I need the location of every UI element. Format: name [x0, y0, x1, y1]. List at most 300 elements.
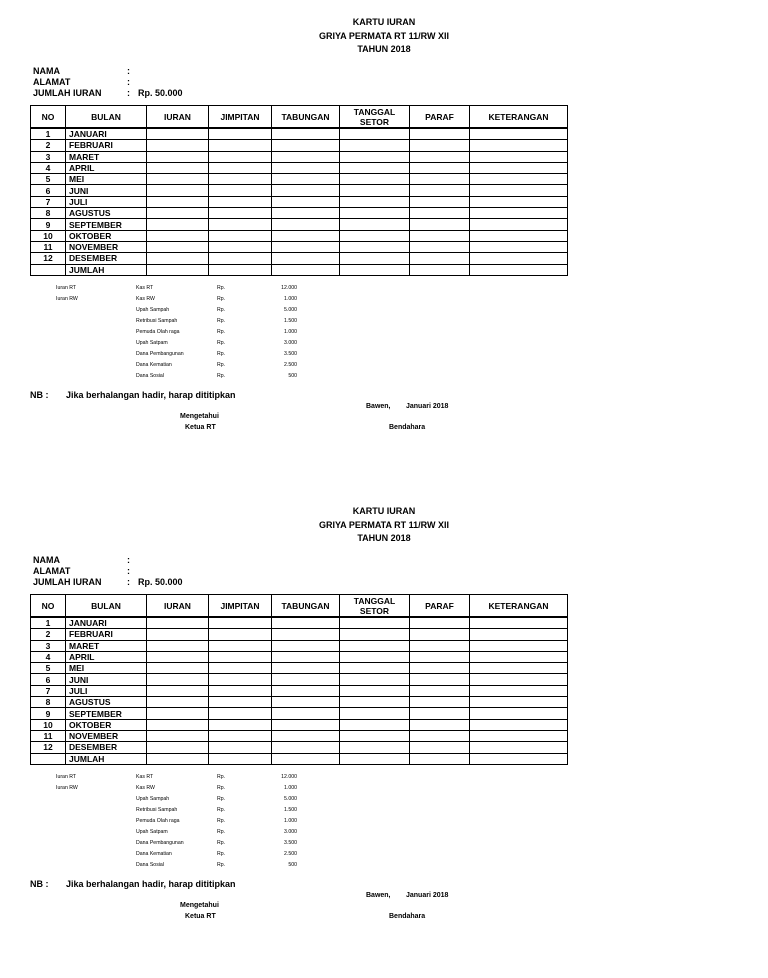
fee-currency: Rp.	[217, 785, 226, 791]
header-jimpitan: JIMPITAN	[209, 595, 272, 618]
row-paraf	[410, 230, 470, 241]
fee-item: Upah Sampah	[136, 796, 170, 802]
row-bulan: DESEMBER	[66, 253, 147, 264]
fee-item: Upah Satpam	[136, 340, 168, 346]
fee-amount: 500	[288, 862, 297, 868]
row-bulan: SEPTEMBER	[66, 219, 147, 230]
table-header-row	[31, 595, 568, 618]
fee-currency: Rp.	[217, 296, 226, 302]
row-tanggal-setor	[340, 708, 410, 719]
row-bulan: APRIL	[66, 651, 147, 662]
fee-item: Dana Kematian	[136, 851, 172, 857]
row-tabungan	[272, 697, 340, 708]
table-body	[31, 617, 568, 764]
row-keterangan	[470, 128, 568, 140]
row-no: 7	[31, 196, 66, 207]
row-no: 1	[31, 128, 66, 140]
row-iuran	[147, 241, 209, 252]
iuran-table	[30, 105, 568, 276]
fee-item: Upah Satpam	[136, 829, 168, 835]
row-iuran	[147, 151, 209, 162]
mengetahui: Mengetahui	[180, 902, 219, 909]
fee-currency: Rp.	[217, 818, 226, 824]
fee-group: Iuran RW	[56, 296, 78, 302]
row-tanggal-setor	[340, 241, 410, 252]
row-keterangan	[470, 174, 568, 185]
alamat-label: ALAMAT	[33, 566, 71, 576]
fee-group: Iuran RT	[56, 285, 77, 291]
row-tanggal-setor	[340, 617, 410, 629]
row-iuran	[147, 697, 209, 708]
row-bulan: JANUARI	[66, 128, 147, 140]
header-keterangan: KETERANGAN	[470, 106, 568, 129]
table-row	[31, 663, 568, 674]
row-bulan: MEI	[66, 663, 147, 674]
fee-amount: 12.000	[281, 774, 297, 780]
row-keterangan	[470, 708, 568, 719]
table-row	[31, 253, 568, 264]
row-jimpitan	[209, 253, 272, 264]
row-iuran	[147, 196, 209, 207]
fee-amount: 5.000	[284, 307, 297, 313]
row-jimpitan	[209, 719, 272, 730]
row-paraf	[410, 629, 470, 640]
header-iuran: IURAN	[147, 106, 209, 129]
row-keterangan	[470, 753, 568, 764]
nama-label: NAMA	[33, 555, 60, 565]
table-row	[31, 208, 568, 219]
fee-currency: Rp.	[217, 829, 226, 835]
row-paraf	[410, 753, 470, 764]
nama-label: NAMA	[33, 66, 60, 76]
row-no: 11	[31, 730, 66, 741]
row-bulan: JULI	[66, 685, 147, 696]
row-tanggal-setor	[340, 685, 410, 696]
row-bulan: JUMLAH	[66, 753, 147, 764]
row-keterangan	[470, 253, 568, 264]
row-bulan: AGUSTUS	[66, 697, 147, 708]
row-no: 8	[31, 697, 66, 708]
row-paraf	[410, 697, 470, 708]
row-no: 12	[31, 742, 66, 753]
fee-item: Dana Pembangunan	[136, 840, 184, 846]
fee-amount: 3.000	[284, 340, 297, 346]
row-jimpitan	[209, 753, 272, 764]
fee-amount: 1.000	[284, 329, 297, 335]
row-iuran	[147, 708, 209, 719]
row-no: 3	[31, 640, 66, 651]
fee-item: Dana Kematian	[136, 362, 172, 368]
table-row	[31, 140, 568, 151]
row-no: 9	[31, 219, 66, 230]
row-paraf	[410, 128, 470, 140]
row-bulan: JANUARI	[66, 617, 147, 629]
row-no: 6	[31, 185, 66, 196]
fee-currency: Rp.	[217, 307, 226, 313]
table-row	[31, 241, 568, 252]
fee-amount: 1.000	[284, 296, 297, 302]
table-row	[31, 617, 568, 629]
row-paraf	[410, 151, 470, 162]
row-tanggal-setor	[340, 742, 410, 753]
table-row	[31, 185, 568, 196]
row-tanggal-setor	[340, 640, 410, 651]
fee-group: Iuran RT	[56, 774, 77, 780]
row-keterangan	[470, 208, 568, 219]
row-no: 3	[31, 151, 66, 162]
header-tanggal-setor: TANGGAL SETOR	[340, 595, 410, 618]
fee-amount: 3.000	[284, 829, 297, 835]
row-paraf	[410, 663, 470, 674]
card-title: KARTU IURAN	[352, 17, 416, 27]
bendahara: Bendahara	[389, 913, 426, 920]
table-row	[31, 674, 568, 685]
fee-currency: Rp.	[217, 318, 226, 324]
row-tabungan	[272, 651, 340, 662]
fee-item: Kas RT	[136, 285, 154, 291]
row-iuran	[147, 208, 209, 219]
date: Januari 2018	[406, 892, 449, 899]
bendahara: Bendahara	[389, 424, 426, 431]
nb-label: NB :	[30, 879, 49, 889]
table-row	[31, 753, 568, 764]
row-tanggal-setor	[340, 230, 410, 241]
row-paraf	[410, 253, 470, 264]
jumlah-iuran-value: Rp. 50.000	[138, 577, 183, 587]
header-paraf: PARAF	[410, 595, 470, 618]
row-no: 1	[31, 617, 66, 629]
row-keterangan	[470, 742, 568, 753]
row-keterangan	[470, 617, 568, 629]
fee-amount: 1.000	[284, 818, 297, 824]
fee-currency: Rp.	[217, 351, 226, 357]
fee-amount: 2.500	[284, 851, 297, 857]
row-no: 8	[31, 208, 66, 219]
row-iuran	[147, 617, 209, 629]
row-tanggal-setor	[340, 151, 410, 162]
row-bulan: MEI	[66, 174, 147, 185]
nb-note: Jika berhalangan hadir, harap dititipkan	[66, 390, 236, 400]
fee-group: Iuran RW	[56, 785, 78, 791]
table-row	[31, 128, 568, 140]
row-jimpitan	[209, 140, 272, 151]
row-keterangan	[470, 185, 568, 196]
row-bulan: FEBRUARI	[66, 140, 147, 151]
row-tabungan	[272, 264, 340, 275]
row-keterangan	[470, 674, 568, 685]
fee-item: Upah Sampah	[136, 307, 170, 313]
row-jimpitan	[209, 674, 272, 685]
card-subtitle: GRIYA PERMATA RT 11/RW XII	[318, 520, 450, 530]
row-iuran	[147, 264, 209, 275]
row-tabungan	[272, 617, 340, 629]
row-no: 2	[31, 140, 66, 151]
table-row	[31, 697, 568, 708]
row-keterangan	[470, 685, 568, 696]
row-iuran	[147, 174, 209, 185]
fee-amount: 12.000	[281, 285, 297, 291]
row-bulan: OKTOBER	[66, 719, 147, 730]
row-tanggal-setor	[340, 196, 410, 207]
jumlah-iuran-label: JUMLAH IURAN	[33, 577, 102, 587]
table-header-row	[31, 106, 568, 129]
row-paraf	[410, 140, 470, 151]
row-iuran	[147, 685, 209, 696]
kartu-iuran-card-2	[0, 489, 768, 978]
row-iuran	[147, 640, 209, 651]
row-tanggal-setor	[340, 140, 410, 151]
row-no: 6	[31, 674, 66, 685]
row-tabungan	[272, 219, 340, 230]
row-keterangan	[470, 719, 568, 730]
row-iuran	[147, 651, 209, 662]
table-body	[31, 128, 568, 275]
header-tabungan: TABUNGAN	[272, 595, 340, 618]
row-iuran	[147, 753, 209, 764]
row-jimpitan	[209, 264, 272, 275]
row-bulan: OKTOBER	[66, 230, 147, 241]
header-tanggal-setor: TANGGAL SETOR	[340, 106, 410, 129]
table-row	[31, 730, 568, 741]
fee-currency: Rp.	[217, 362, 226, 368]
row-paraf	[410, 185, 470, 196]
row-no	[31, 753, 66, 764]
fee-amount: 5.000	[284, 796, 297, 802]
row-no: 10	[31, 719, 66, 730]
jumlah-iuran-colon: :	[127, 88, 130, 98]
row-paraf	[410, 742, 470, 753]
row-jimpitan	[209, 230, 272, 241]
row-keterangan	[470, 151, 568, 162]
row-keterangan	[470, 219, 568, 230]
row-tabungan	[272, 140, 340, 151]
row-tabungan	[272, 753, 340, 764]
header-bulan: BULAN	[66, 595, 147, 618]
fee-amount: 1.500	[284, 318, 297, 324]
row-bulan: MARET	[66, 151, 147, 162]
row-keterangan	[470, 663, 568, 674]
header-tabungan: TABUNGAN	[272, 106, 340, 129]
row-jimpitan	[209, 151, 272, 162]
row-iuran	[147, 185, 209, 196]
fee-currency: Rp.	[217, 340, 226, 346]
row-no: 11	[31, 241, 66, 252]
row-paraf	[410, 719, 470, 730]
fee-currency: Rp.	[217, 285, 226, 291]
card-year: TAHUN 2018	[357, 533, 411, 543]
row-tabungan	[272, 640, 340, 651]
row-iuran	[147, 730, 209, 741]
row-no: 2	[31, 629, 66, 640]
row-tabungan	[272, 685, 340, 696]
row-tanggal-setor	[340, 253, 410, 264]
row-tabungan	[272, 629, 340, 640]
row-no: 9	[31, 708, 66, 719]
row-tanggal-setor	[340, 719, 410, 730]
row-jimpitan	[209, 708, 272, 719]
row-tabungan	[272, 185, 340, 196]
fee-item: Dana Pembangunan	[136, 351, 184, 357]
fee-item: Dana Sosial	[136, 862, 164, 868]
table-row	[31, 219, 568, 230]
row-bulan: JUNI	[66, 185, 147, 196]
row-tabungan	[272, 128, 340, 140]
row-paraf	[410, 264, 470, 275]
header-no: NO	[31, 595, 66, 618]
row-jimpitan	[209, 697, 272, 708]
header-paraf: PARAF	[410, 106, 470, 129]
row-paraf	[410, 208, 470, 219]
table-row	[31, 719, 568, 730]
row-jimpitan	[209, 651, 272, 662]
row-jimpitan	[209, 219, 272, 230]
nb-note: Jika berhalangan hadir, harap dititipkan	[66, 879, 236, 889]
row-bulan: SEPTEMBER	[66, 708, 147, 719]
fee-amount: 3.500	[284, 351, 297, 357]
mengetahui: Mengetahui	[180, 413, 219, 420]
row-jimpitan	[209, 185, 272, 196]
row-tanggal-setor	[340, 174, 410, 185]
row-tabungan	[272, 230, 340, 241]
table-row	[31, 742, 568, 753]
row-bulan: JULI	[66, 196, 147, 207]
row-tanggal-setor	[340, 208, 410, 219]
fee-amount: 1.500	[284, 807, 297, 813]
row-bulan: NOVEMBER	[66, 241, 147, 252]
row-tabungan	[272, 162, 340, 173]
row-paraf	[410, 651, 470, 662]
fee-currency: Rp.	[217, 807, 226, 813]
row-tanggal-setor	[340, 663, 410, 674]
header-jimpitan: JIMPITAN	[209, 106, 272, 129]
row-bulan: FEBRUARI	[66, 629, 147, 640]
row-keterangan	[470, 629, 568, 640]
row-paraf	[410, 640, 470, 651]
row-paraf	[410, 685, 470, 696]
row-iuran	[147, 629, 209, 640]
row-tabungan	[272, 151, 340, 162]
row-tanggal-setor	[340, 264, 410, 275]
row-tabungan	[272, 241, 340, 252]
row-keterangan	[470, 162, 568, 173]
row-tabungan	[272, 719, 340, 730]
row-bulan: DESEMBER	[66, 742, 147, 753]
header-iuran: IURAN	[147, 595, 209, 618]
row-tanggal-setor	[340, 128, 410, 140]
nb-label: NB :	[30, 390, 49, 400]
fee-item: Pemuda Olah raga	[136, 329, 180, 335]
card-title: KARTU IURAN	[352, 506, 416, 516]
row-tabungan	[272, 663, 340, 674]
table-row	[31, 196, 568, 207]
row-bulan: MARET	[66, 640, 147, 651]
row-iuran	[147, 742, 209, 753]
row-tabungan	[272, 742, 340, 753]
row-tanggal-setor	[340, 219, 410, 230]
row-jimpitan	[209, 617, 272, 629]
fee-amount: 3.500	[284, 840, 297, 846]
table-row	[31, 174, 568, 185]
row-no	[31, 264, 66, 275]
table-row	[31, 629, 568, 640]
fee-item: Retribusi Sampah	[136, 807, 178, 813]
fee-currency: Rp.	[217, 329, 226, 335]
row-keterangan	[470, 241, 568, 252]
jumlah-iuran-value: Rp. 50.000	[138, 88, 183, 98]
row-bulan: JUNI	[66, 674, 147, 685]
row-keterangan	[470, 264, 568, 275]
row-tanggal-setor	[340, 629, 410, 640]
fee-amount: 2.500	[284, 362, 297, 368]
row-no: 5	[31, 663, 66, 674]
row-no: 10	[31, 230, 66, 241]
row-tanggal-setor	[340, 753, 410, 764]
row-no: 4	[31, 162, 66, 173]
row-jimpitan	[209, 241, 272, 252]
fee-item: Kas RW	[136, 785, 155, 791]
fee-currency: Rp.	[217, 862, 226, 868]
jumlah-iuran-colon: :	[127, 577, 130, 587]
row-jimpitan	[209, 640, 272, 651]
row-tabungan	[272, 196, 340, 207]
table-row	[31, 264, 568, 275]
fee-currency: Rp.	[217, 840, 226, 846]
row-keterangan	[470, 196, 568, 207]
table-row	[31, 640, 568, 651]
row-jimpitan	[209, 663, 272, 674]
row-iuran	[147, 719, 209, 730]
date: Januari 2018	[406, 403, 449, 410]
row-tanggal-setor	[340, 674, 410, 685]
place: Bawen,	[366, 403, 391, 410]
row-iuran	[147, 219, 209, 230]
row-no: 4	[31, 651, 66, 662]
row-no: 12	[31, 253, 66, 264]
row-jimpitan	[209, 128, 272, 140]
table-row	[31, 651, 568, 662]
row-bulan: AGUSTUS	[66, 208, 147, 219]
row-bulan: JUMLAH	[66, 264, 147, 275]
row-jimpitan	[209, 174, 272, 185]
row-iuran	[147, 230, 209, 241]
fee-item: Pemuda Olah raga	[136, 818, 180, 824]
row-iuran	[147, 663, 209, 674]
header-keterangan: KETERANGAN	[470, 595, 568, 618]
fee-item: Kas RW	[136, 296, 155, 302]
table-row	[31, 685, 568, 696]
row-tabungan	[272, 174, 340, 185]
table-row	[31, 708, 568, 719]
row-paraf	[410, 730, 470, 741]
row-paraf	[410, 219, 470, 230]
row-tabungan	[272, 208, 340, 219]
row-jimpitan	[209, 208, 272, 219]
card-subtitle: GRIYA PERMATA RT 11/RW XII	[318, 31, 450, 41]
row-jimpitan	[209, 742, 272, 753]
row-tanggal-setor	[340, 162, 410, 173]
ketua-rt: Ketua RT	[185, 913, 216, 920]
ketua-rt: Ketua RT	[185, 424, 216, 431]
fee-item: Dana Sosial	[136, 373, 164, 379]
row-iuran	[147, 674, 209, 685]
row-tabungan	[272, 674, 340, 685]
alamat-label: ALAMAT	[33, 77, 71, 87]
row-bulan: APRIL	[66, 162, 147, 173]
row-paraf	[410, 196, 470, 207]
row-keterangan	[470, 651, 568, 662]
row-tabungan	[272, 253, 340, 264]
row-jimpitan	[209, 685, 272, 696]
